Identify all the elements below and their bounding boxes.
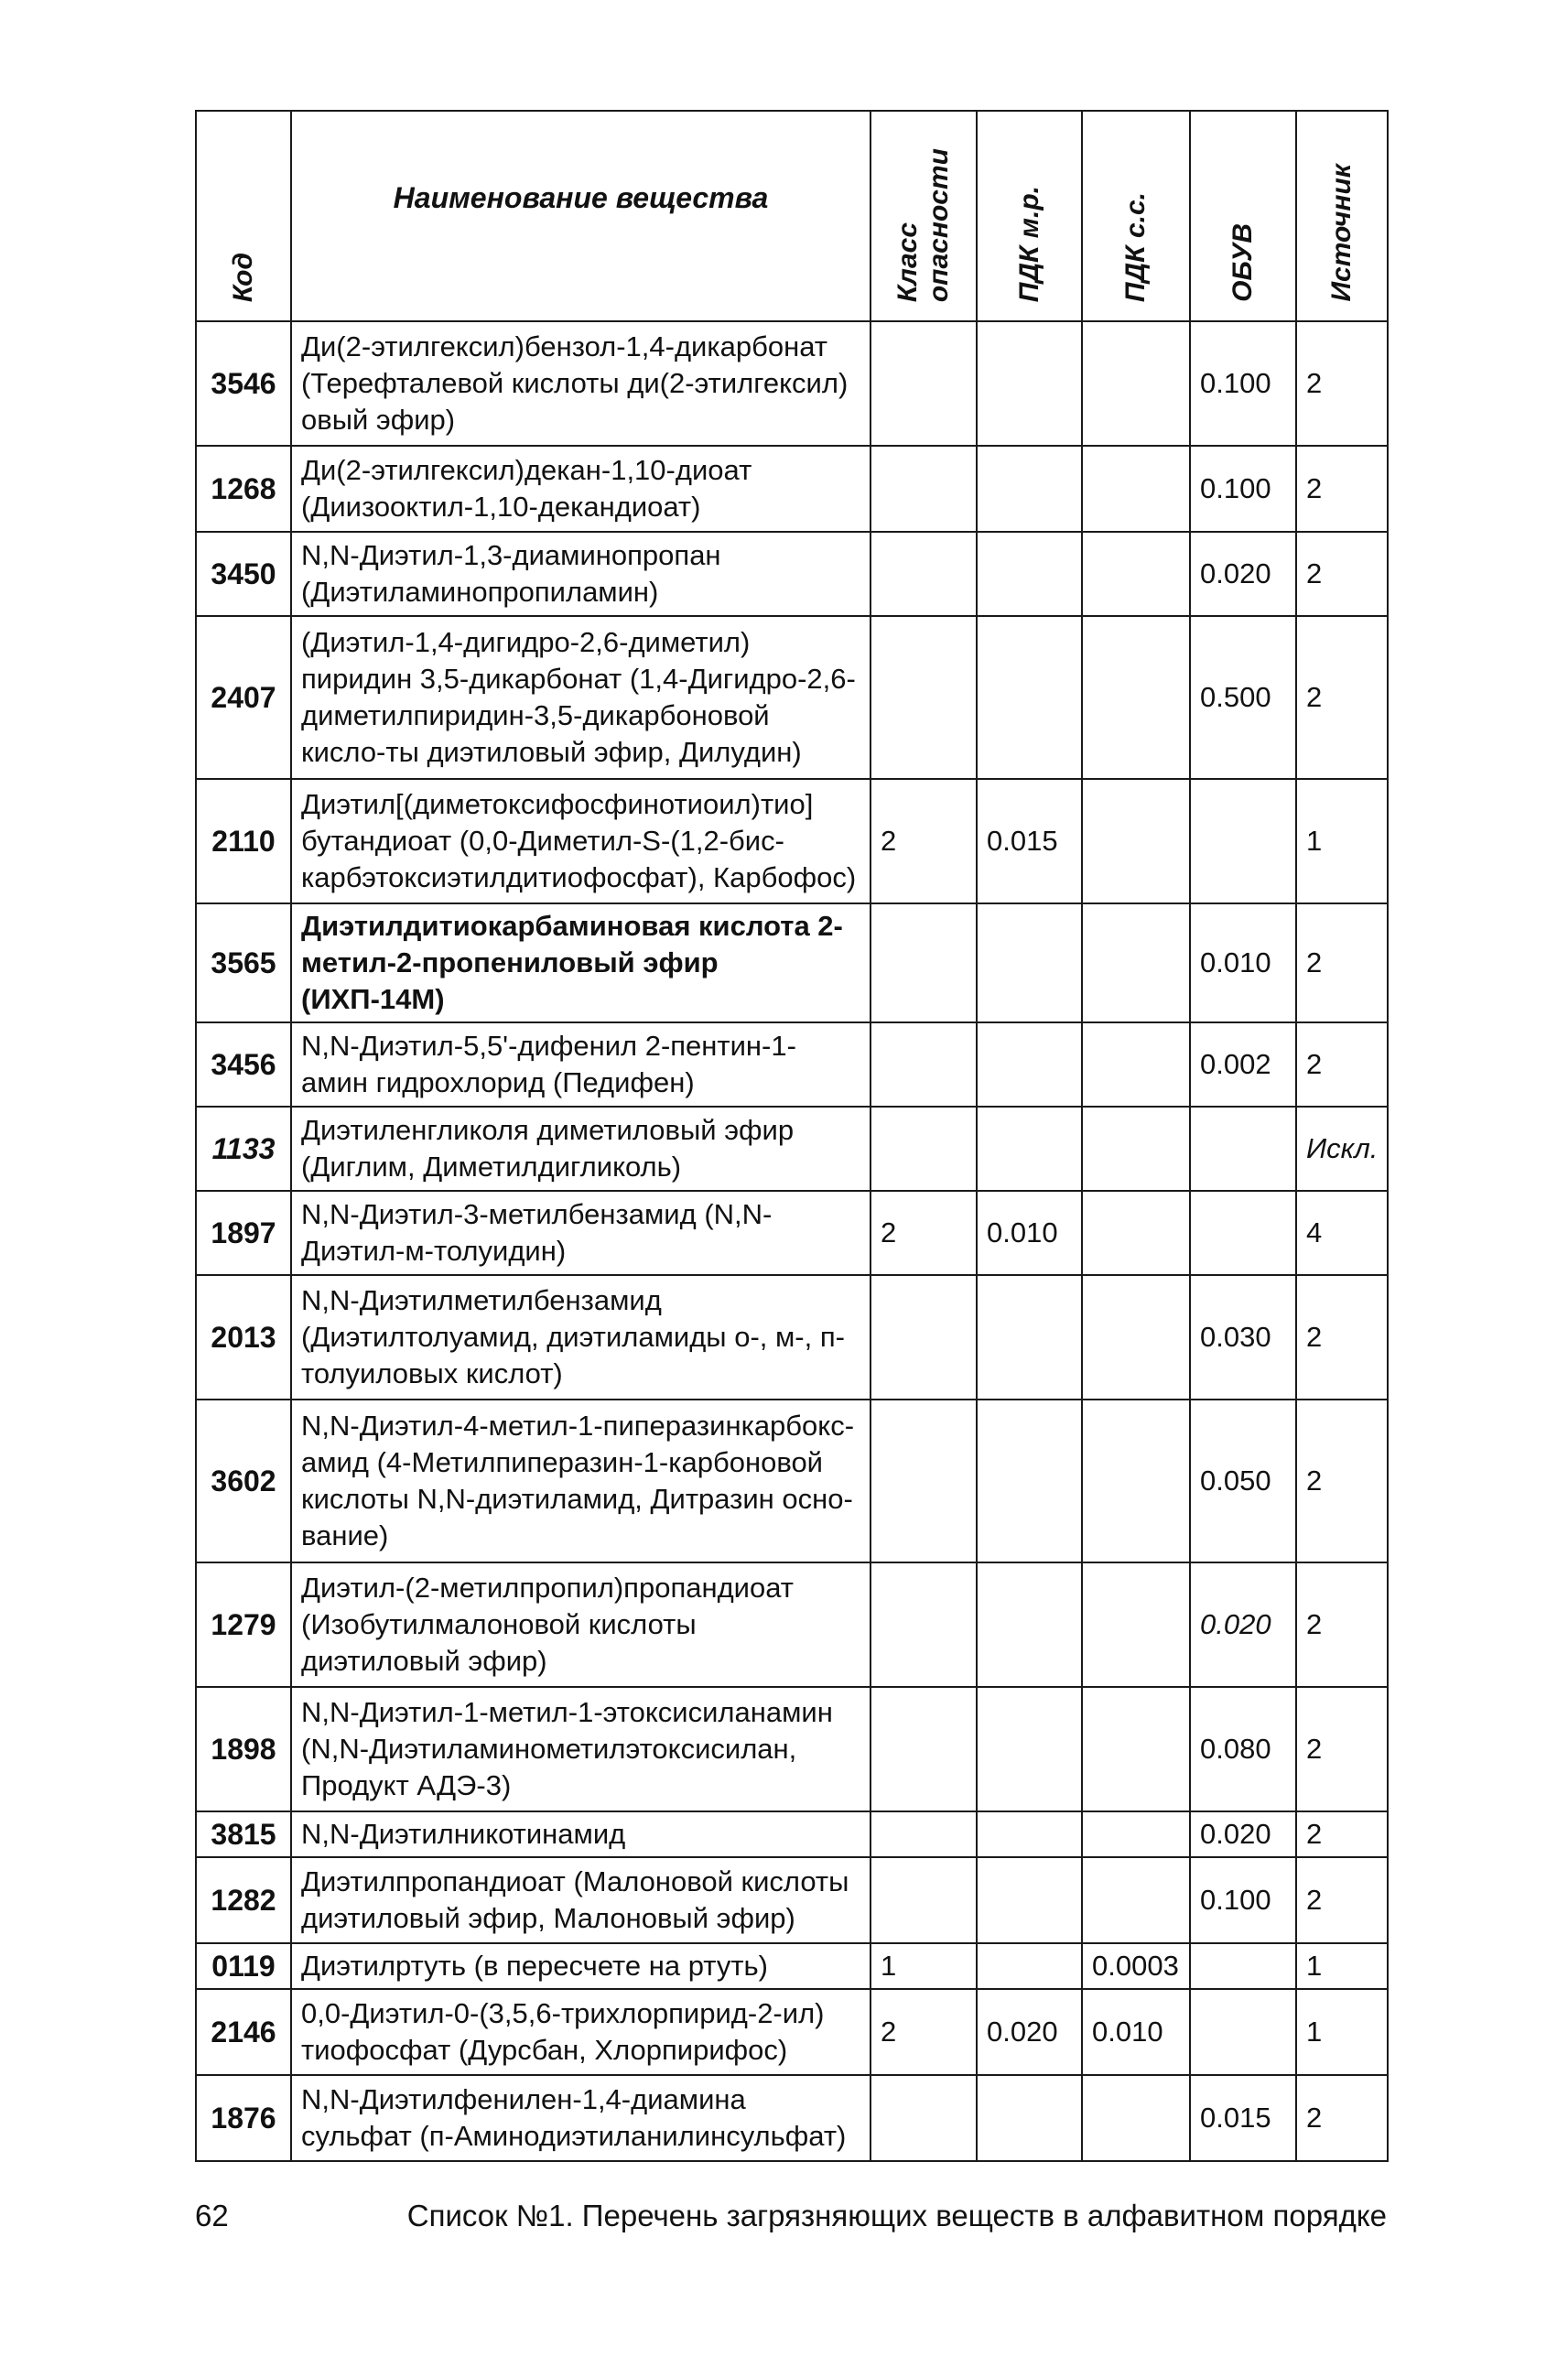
cell-name: 0,0-Диэтил-0-(3,5,6-трихлорпирид-2-ил) тиофосфат (Дурсбан, Хлорпирифос) [291, 1989, 871, 2075]
cell-source: 2 [1296, 1400, 1388, 1562]
cell-code: 1133 [196, 1107, 291, 1191]
cell-code: 1876 [196, 2075, 291, 2161]
cell-code: 1282 [196, 1857, 291, 1943]
table-row [196, 1811, 1388, 1857]
cell-obuv: 0.030 [1190, 1275, 1296, 1400]
cell-pdk-ss [1082, 446, 1190, 532]
cell-code: 3456 [196, 1022, 291, 1107]
cell-name: Ди(2-этилгексил)декан-1,10-диоат (Диизооктил-1,10-декандиоат) [291, 446, 871, 532]
cell-name: N,N-Диэтил-3-метилбензамид (N,N-Диэтил-м-толуидин) [291, 1191, 871, 1275]
cell-hazard-class [871, 1400, 977, 1562]
cell-pdk-mr [977, 2075, 1082, 2161]
cell-pdk-ss [1082, 532, 1190, 616]
cell-pdk-ss [1082, 1275, 1190, 1400]
cell-name: Диэтил-(2-метилпропил)пропандиоат (Изобутилмалоновой кислоты диэтиловый эфир) [291, 1562, 871, 1687]
substances-table-container [195, 110, 1387, 2162]
cell-pdk-ss [1082, 2075, 1190, 2161]
cell-pdk-mr [977, 1022, 1082, 1107]
table-row [196, 1943, 1388, 1989]
cell-pdk-ss [1082, 1857, 1190, 1943]
cell-hazard-class [871, 1275, 977, 1400]
cell-pdk-mr [977, 616, 1082, 779]
cell-pdk-mr [977, 1107, 1082, 1191]
cell-source: 2 [1296, 2075, 1388, 2161]
cell-pdk-ss [1082, 1687, 1190, 1811]
cell-code: 2110 [196, 779, 291, 903]
table-row [196, 1191, 1388, 1275]
cell-pdk-mr [977, 1857, 1082, 1943]
cell-pdk-mr [977, 903, 1082, 1022]
table-header-row [196, 111, 1388, 321]
header-obuv: ОБУВ [1190, 111, 1296, 321]
cell-code: 1279 [196, 1562, 291, 1687]
cell-source: 2 [1296, 616, 1388, 779]
cell-name: Диэтилдитиокарбаминовая кислота 2-метил-2-пропениловый эфир (ИХП-14М) [291, 903, 871, 1022]
table-row [196, 1400, 1388, 1562]
table-row [196, 1562, 1388, 1687]
table-row [196, 1275, 1388, 1400]
cell-hazard-class [871, 446, 977, 532]
header-pdk-ss: ПДК с.с. [1082, 111, 1190, 321]
table-row [196, 779, 1388, 903]
table-row [196, 1022, 1388, 1107]
cell-source: 1 [1296, 1943, 1388, 1989]
cell-source: 2 [1296, 1811, 1388, 1857]
cell-pdk-mr [977, 532, 1082, 616]
cell-obuv: 0.100 [1190, 321, 1296, 446]
cell-source: 4 [1296, 1191, 1388, 1275]
cell-source: 2 [1296, 321, 1388, 446]
cell-code: 2407 [196, 616, 291, 779]
cell-pdk-ss [1082, 1022, 1190, 1107]
cell-pdk-ss [1082, 1191, 1190, 1275]
table-row [196, 446, 1388, 532]
cell-code: 2146 [196, 1989, 291, 2075]
running-title: Список №1. Перечень загрязняющих веществ в алфавитном порядке [406, 2199, 1387, 2232]
cell-name: Ди(2-этилгексил)бензол-1,4-дикарбонат (Терефталевой кислоты ди(2-этилгексил) овый эфир) [291, 321, 871, 446]
table-row [196, 1107, 1388, 1191]
cell-source: 1 [1296, 1989, 1388, 2075]
cell-code: 1898 [196, 1687, 291, 1811]
cell-pdk-mr [977, 1943, 1082, 1989]
cell-name: Диэтилпропандиоат (Малоновой кислоты диэтиловый эфир, Малоновый эфир) [291, 1857, 871, 1943]
cell-hazard-class [871, 1022, 977, 1107]
cell-obuv: 0.015 [1190, 2075, 1296, 2161]
cell-obuv: 0.020 [1190, 1562, 1296, 1687]
cell-hazard-class [871, 321, 977, 446]
cell-hazard-class [871, 532, 977, 616]
cell-code: 2013 [196, 1275, 291, 1400]
cell-hazard-class [871, 1107, 977, 1191]
cell-source: 2 [1296, 1275, 1388, 1400]
cell-pdk-mr: 0.020 [977, 1989, 1082, 2075]
cell-name: N,N-Диэтил-1-метил-1-этоксисиланамин (N,N-Диэтиламинометилэтоксисилан, Продукт АДЭ-3) [291, 1687, 871, 1811]
cell-source: 2 [1296, 446, 1388, 532]
cell-pdk-ss [1082, 1811, 1190, 1857]
cell-pdk-ss [1082, 1400, 1190, 1562]
table-row [196, 1857, 1388, 1943]
cell-name: Диэтиленгликоля диметиловый эфир (Диглим, Диметилдигликоль) [291, 1107, 871, 1191]
cell-code: 1268 [196, 446, 291, 532]
cell-obuv: 0.100 [1190, 446, 1296, 532]
cell-name: Диэтил[(диметоксифосфинотиоил)тио] бутандиоат (0,0-Диметил-S-(1,2-бис-карбэтоксиэтилдитиофосфат), Карбофос) [291, 779, 871, 903]
cell-source: 2 [1296, 1857, 1388, 1943]
table-row [196, 903, 1388, 1022]
cell-obuv: 0.010 [1190, 903, 1296, 1022]
cell-pdk-mr [977, 446, 1082, 532]
cell-pdk-ss [1082, 321, 1190, 446]
cell-pdk-mr [977, 321, 1082, 446]
cell-code: 3815 [196, 1811, 291, 1857]
cell-code: 3565 [196, 903, 291, 1022]
cell-obuv [1190, 779, 1296, 903]
cell-source: 2 [1296, 1687, 1388, 1811]
cell-name: (Диэтил-1,4-дигидро-2,6-диметил) пиридин 3,5-дикарбонат (1,4-Дигидро-2,6-диметилпиридин-3,5-дикарбоновой кисло-ты диэтиловый эфир, Дилудин) [291, 616, 871, 779]
cell-source: Искл. [1296, 1107, 1388, 1191]
cell-pdk-mr: 0.010 [977, 1191, 1082, 1275]
cell-code: 3450 [196, 532, 291, 616]
cell-obuv: 0.500 [1190, 616, 1296, 779]
cell-pdk-mr [977, 1275, 1082, 1400]
substances-table [195, 110, 1389, 2162]
cell-code: 0119 [196, 1943, 291, 1989]
cell-source: 1 [1296, 779, 1388, 903]
cell-obuv: 0.100 [1190, 1857, 1296, 1943]
cell-code: 1897 [196, 1191, 291, 1275]
table-row [196, 321, 1388, 446]
cell-hazard-class [871, 616, 977, 779]
cell-hazard-class: 2 [871, 1191, 977, 1275]
cell-pdk-ss: 0.010 [1082, 1989, 1190, 2075]
cell-name: N,N-Диэтилфенилен-1,4-диамина сульфат (п-Аминодиэтиланилинсульфат) [291, 2075, 871, 2161]
cell-hazard-class [871, 903, 977, 1022]
cell-name: N,N-Диэтил-4-метил-1-пиперазинкарбокс-амид (4-Метилпиперазин-1-карбоновой кислоты N,N-диэтиламид, Дитразин осно-вание) [291, 1400, 871, 1562]
cell-obuv: 0.002 [1190, 1022, 1296, 1107]
table-row [196, 2075, 1388, 2161]
cell-pdk-mr [977, 1562, 1082, 1687]
header-hazard-class: Класс опасности [871, 111, 977, 321]
cell-hazard-class: 2 [871, 1989, 977, 2075]
header-code: Код [196, 111, 291, 321]
cell-pdk-ss [1082, 616, 1190, 779]
cell-obuv [1190, 1989, 1296, 2075]
header-source: Источник [1296, 111, 1388, 321]
cell-pdk-mr: 0.015 [977, 779, 1082, 903]
table-row [196, 532, 1388, 616]
header-name: Наименование вещества [291, 111, 871, 321]
cell-obuv: 0.020 [1190, 1811, 1296, 1857]
cell-obuv [1190, 1943, 1296, 1989]
page-number: 62 [195, 2199, 229, 2232]
cell-obuv [1190, 1107, 1296, 1191]
cell-hazard-class [871, 1857, 977, 1943]
cell-obuv: 0.020 [1190, 532, 1296, 616]
table-row [196, 616, 1388, 779]
cell-hazard-class [871, 2075, 977, 2161]
cell-source: 2 [1296, 532, 1388, 616]
cell-source: 2 [1296, 1022, 1388, 1107]
cell-hazard-class [871, 1562, 977, 1687]
cell-hazard-class: 2 [871, 779, 977, 903]
cell-hazard-class [871, 1687, 977, 1811]
cell-source: 2 [1296, 903, 1388, 1022]
cell-hazard-class [871, 1811, 977, 1857]
cell-name: N,N-Диэтил-5,5'-дифенил 2-пентин-1-амин гидрохлорид (Педифен) [291, 1022, 871, 1107]
header-pdk-mr: ПДК м.р. [977, 111, 1082, 321]
cell-code: 3602 [196, 1400, 291, 1562]
cell-name: N,N-Диэтилникотинамид [291, 1811, 871, 1857]
cell-hazard-class: 1 [871, 1943, 977, 1989]
cell-name: N,N-Диэтил-1,3-диаминопропан (Диэтиламинопропиламин) [291, 532, 871, 616]
cell-pdk-ss: 0.0003 [1082, 1943, 1190, 1989]
table-row [196, 1989, 1388, 2075]
cell-name: Диэтилртуть (в пересчете на ртуть) [291, 1943, 871, 1989]
cell-obuv: 0.080 [1190, 1687, 1296, 1811]
cell-pdk-mr [977, 1687, 1082, 1811]
cell-name: N,N-Диэтилметилбензамид (Диэтилтолуамид, диэтиламиды о-, м-, п-толуиловых кислот) [291, 1275, 871, 1400]
cell-pdk-ss [1082, 779, 1190, 903]
cell-source: 2 [1296, 1562, 1388, 1687]
cell-pdk-mr [977, 1811, 1082, 1857]
cell-obuv: 0.050 [1190, 1400, 1296, 1562]
cell-pdk-ss [1082, 1107, 1190, 1191]
cell-obuv [1190, 1191, 1296, 1275]
cell-pdk-ss [1082, 1562, 1190, 1687]
table-row [196, 1687, 1388, 1811]
cell-pdk-mr [977, 1400, 1082, 1562]
cell-code: 3546 [196, 321, 291, 446]
cell-pdk-ss [1082, 903, 1190, 1022]
